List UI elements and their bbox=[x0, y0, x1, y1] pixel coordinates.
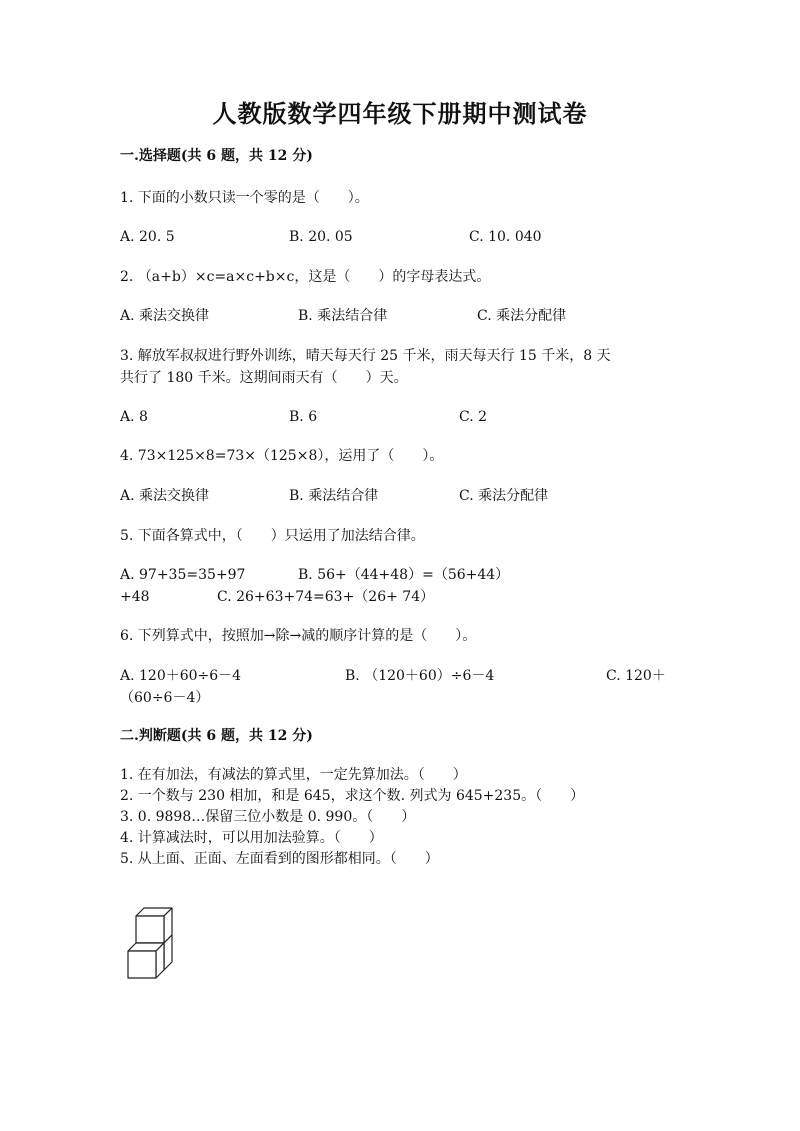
stacked-cubes-figure bbox=[124, 904, 176, 982]
judgement-item-5: 5. 从上面、正面、左面看到的图形都相同。（ ） bbox=[120, 851, 439, 867]
question-4-option-c: C. 乘法分配律 bbox=[459, 488, 549, 504]
question-3-stem-line2: 共行了 180 千米。这期间雨天有（ ）天。 bbox=[120, 370, 408, 386]
judgement-item-4: 4. 计算减法时，可以用加法验算。（ ） bbox=[120, 830, 383, 846]
question-6-option-a: A. 120＋60÷6－4 bbox=[120, 668, 242, 684]
question-2-stem: 2. （a+b）×c=a×c+b×c，这是（ ）的字母表达式。 bbox=[120, 269, 491, 285]
question-6-option-c-line2: （60÷6－4） bbox=[120, 690, 210, 706]
question-2-option-b: B. 乘法结合律 bbox=[298, 308, 388, 324]
question-5-option-c: C. 26+63+74=63+（26+ 74） bbox=[217, 589, 435, 605]
question-4-option-a: A. 乘法交换律 bbox=[120, 488, 210, 504]
question-5-option-b-line1: B. 56+（44+48）=（56+44） bbox=[298, 567, 510, 583]
question-5-option-b-line2: +48 bbox=[120, 589, 150, 605]
question-3-option-b: B. 6 bbox=[289, 409, 318, 425]
question-1-stem: 1. 下面的小数只读一个零的是（ ）。 bbox=[120, 190, 369, 206]
question-3-option-a: A. 8 bbox=[120, 409, 148, 425]
judgement-item-3: 3. 0. 9898…保留三位小数是 0. 990。（ ） bbox=[120, 809, 416, 825]
question-6-stem: 6. 下列算式中，按照加→除→减的顺序计算的是（ ）。 bbox=[120, 628, 477, 644]
question-5-option-a: A. 97+35=35+97 bbox=[120, 567, 246, 583]
question-2-option-c: C. 乘法分配律 bbox=[477, 308, 567, 324]
question-1-option-a: A. 20. 5 bbox=[120, 229, 175, 245]
question-6-option-c-line1: C. 120＋ bbox=[606, 668, 666, 684]
question-1-option-c: C. 10. 040 bbox=[469, 229, 542, 245]
section-heading-choice: 一.选择题(共 6 题，共 12 分) bbox=[120, 148, 313, 164]
question-3-stem-line1: 3. 解放军叔叔进行野外训练，晴天每天行 25 千米，雨天每天行 15 千米，8 天 bbox=[120, 348, 611, 364]
page-title: 人教版数学四年级下册期中测试卷 bbox=[212, 99, 588, 128]
judgement-item-2: 2. 一个数与 230 相加，和是 645，求这个数. 列式为 645+235。（ ） bbox=[120, 788, 585, 804]
question-5-stem: 5. 下面各算式中，（ ）只运用了加法结合律。 bbox=[120, 528, 425, 544]
judgement-item-1: 1. 在有加法，有减法的算式里，一定先算加法。（ ） bbox=[120, 767, 467, 783]
question-4-option-b: B. 乘法结合律 bbox=[289, 488, 379, 504]
question-4-stem: 4. 73×125×8=73×（125×8），运用了（ ）。 bbox=[120, 448, 444, 464]
cube-drawing-icon bbox=[124, 904, 176, 982]
question-2-option-a: A. 乘法交换律 bbox=[120, 308, 210, 324]
section-heading-judgement: 二.判断题(共 6 题，共 12 分) bbox=[120, 728, 313, 744]
question-6-option-b: B. （120＋60）÷6－4 bbox=[345, 668, 495, 684]
question-1-option-b: B. 20. 05 bbox=[289, 229, 353, 245]
question-3-option-c: C. 2 bbox=[459, 409, 488, 425]
